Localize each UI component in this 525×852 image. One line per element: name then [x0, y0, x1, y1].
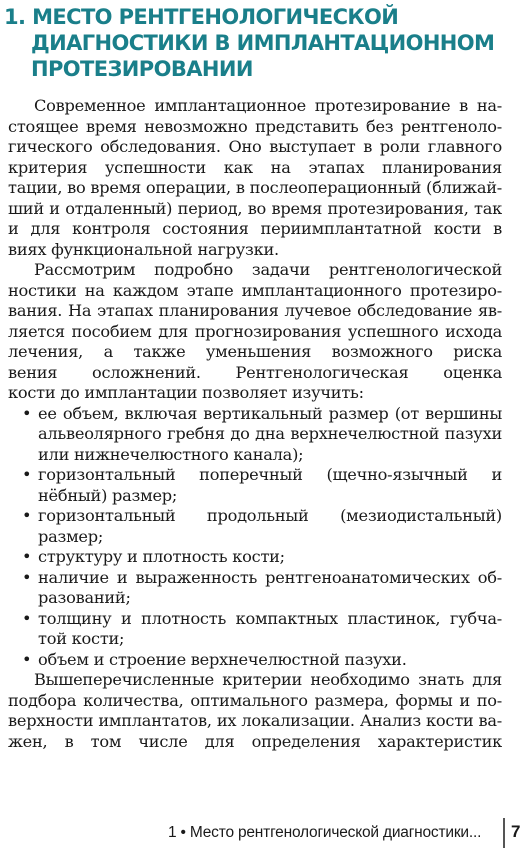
paragraph-1-line: Современное имплантационное протезирование в на-: [34, 96, 502, 115]
chapter-heading-line-1: 1. МЕСТО РЕНТГЕНОЛОГИЧЕСКОЙ: [4, 5, 399, 29]
bullet-item-line: или нижнечелюстного канала);: [38, 444, 304, 464]
paragraph-3-line: подбора количества, оптимального размера, формы и по-: [8, 690, 502, 710]
bullet-item-line: нёбный) размер;: [38, 485, 178, 505]
bullet-item-line: горизонтальный поперечный (щечно-язычный и •: [22, 465, 502, 484]
paragraph-1-line: и для контроля состояния периимплантатной кости в: [8, 219, 502, 238]
paragraph-2-line: лечения, а также уменьшения возможного риска: [8, 342, 502, 361]
bullet-marker: •: [22, 547, 32, 566]
page-number: 7: [511, 822, 521, 841]
chapter-heading-line-2: ДИАГНОСТИКИ В ИМПЛАНТАЦИОННОМ: [31, 31, 495, 55]
paragraph-3-line: жен, в том числе для определения характеристик: [8, 731, 502, 751]
page-footer: [0, 814, 525, 852]
paragraph-2-line: кости до имплантации позволяет изучить:: [8, 383, 364, 402]
bullet-item-line: объем и строение верхнечелюстной пазухи. •: [22, 649, 407, 669]
paragraph-2-line: ностики на каждом этапе имплантационного протезиро-: [8, 280, 502, 300]
bullet-item-line: разований;: [38, 588, 131, 607]
paragraph-2-line: вения осложнений. Рентгенологическая оценка: [8, 362, 502, 382]
paragraph-3-line: Вышеперечисленные критерии необходимо знать для: [34, 670, 502, 689]
paragraph-1-line: ший и отдаленный) период, во время протезирования, так: [8, 198, 502, 218]
bullet-item-line: ее объем, включая вертикальный размер (от вершины •: [22, 403, 502, 423]
bullet-marker: •: [22, 506, 32, 525]
bullet-item-line: наличие и выраженность рентгеноанатомических об- •: [22, 567, 502, 587]
bullet-marker: •: [22, 649, 32, 669]
paragraph-1-line: критерия успешности как на этапах планирования: [8, 157, 502, 177]
bullet-item-line: горизонтальный продольный (мезиодистальный) •: [22, 506, 502, 525]
bullet-item-line: размер;: [38, 526, 104, 546]
paragraph-1-line: тации, во время операции, в послеоперационный (ближай-: [8, 178, 502, 197]
paragraph-1-line: гического обследования. Оно выступает в роли главного: [8, 137, 502, 156]
chapter-heading: [4, 4, 516, 82]
bullet-item-line: альвеолярного гребня до дна верхнечелюстной пазухи: [38, 424, 502, 443]
bullet-item-line: толщину и плотность компактных пластинок, губча- •: [22, 608, 502, 628]
bullet-item-line: той кости;: [38, 629, 125, 648]
paragraph-1-line: виях функциональной нагрузки.: [8, 239, 279, 259]
bullet-marker: •: [22, 465, 32, 484]
running-title: 1 • Место рентгенологической диагностики...: [168, 824, 482, 841]
paragraph-2-line: вания. На этапах планирования лучевое обследование яв-: [8, 301, 502, 320]
paragraph-2-line: Рассмотрим подробно задачи рентгенологической: [34, 260, 502, 279]
body-text: [8, 96, 502, 752]
bullet-marker: •: [22, 403, 32, 423]
bullet-item-line: структуру и плотность кости; •: [22, 547, 285, 566]
bullet-marker: •: [22, 567, 32, 587]
footer-divider: [503, 818, 505, 848]
paragraph-2-line: ляется пособием для прогнозирования успешного исхода: [8, 321, 502, 341]
chapter-heading-line-3: ПРОТЕЗИРОВАНИИ: [31, 57, 253, 81]
paragraph-3-line: верхности имплантатов, их локализации. Анализ кости ва-: [8, 711, 502, 730]
paragraph-1-line: стоящее время невозможно представить без рентгеноло-: [8, 116, 502, 136]
bullet-marker: •: [22, 608, 32, 628]
